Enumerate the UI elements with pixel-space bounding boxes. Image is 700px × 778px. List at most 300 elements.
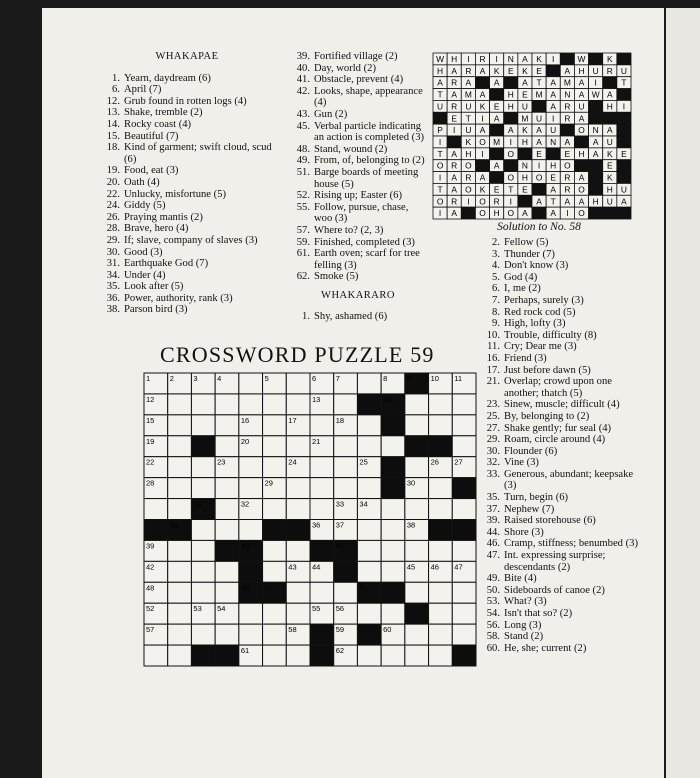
solution-black-cell (589, 183, 603, 195)
clue-text: Looks, shape, appearance (4) (314, 85, 423, 109)
clue-number: 46. (486, 538, 500, 550)
grid-cell[interactable] (263, 457, 287, 478)
grid-cell[interactable] (168, 582, 192, 603)
solution-letter: R (479, 54, 486, 65)
solution-letter: O (507, 172, 515, 183)
solution-letter: A (621, 196, 627, 207)
grid-cell[interactable] (263, 394, 287, 415)
clue-item (288, 237, 428, 249)
grid-cell[interactable] (191, 394, 215, 415)
solution-letter: A (536, 137, 542, 148)
solution-letter: T (536, 77, 542, 88)
solution-letter: O (578, 125, 585, 136)
grid-cell[interactable] (429, 499, 453, 520)
grid-cell[interactable] (286, 436, 310, 457)
clue-text: Food, eat (3) (124, 165, 179, 177)
grid-cell[interactable] (286, 373, 310, 394)
solution-black-cell (490, 148, 504, 160)
solution-letter: H (507, 89, 514, 100)
grid-cell[interactable] (405, 624, 429, 645)
clue-number: 32. (486, 457, 500, 469)
clue-item (478, 307, 644, 319)
clue-text: Sideboards of canoe (2) (504, 584, 605, 596)
clue-item (288, 225, 428, 237)
grid-cell[interactable] (168, 624, 192, 645)
grid-cell[interactable] (215, 582, 239, 603)
grid-cell[interactable] (381, 561, 405, 582)
clue-item (478, 643, 644, 655)
solution-black-cell (589, 100, 603, 112)
grid-cell[interactable] (452, 624, 476, 645)
next-page-edge (666, 8, 700, 778)
solution-letter: A (550, 208, 557, 219)
grid-cell[interactable] (263, 645, 287, 666)
clue-text: Under (4) (124, 269, 166, 281)
clue-item (478, 469, 644, 492)
cell-number: 12 (146, 394, 155, 404)
grid-cell[interactable] (381, 603, 405, 624)
grid-cell[interactable] (381, 436, 405, 457)
grid-cell[interactable] (263, 624, 287, 645)
grid-cell[interactable] (405, 645, 429, 666)
grid-cell[interactable] (263, 499, 287, 520)
cell-number: 11 (454, 374, 463, 383)
grid-cell[interactable] (381, 520, 405, 541)
grid-cell[interactable] (357, 561, 381, 582)
clue-item (98, 107, 276, 119)
grid-cell[interactable] (381, 540, 405, 561)
black-cell (191, 645, 215, 666)
solution-letter: E (564, 148, 571, 159)
solution-letter: U (620, 184, 627, 195)
black-cell (452, 520, 476, 541)
cell-number: 25 (359, 457, 368, 467)
grid-cell[interactable] (215, 394, 239, 415)
solution-grid (432, 52, 632, 220)
grid-cell[interactable] (381, 499, 405, 520)
solution-black-cell (490, 124, 504, 136)
solution-letter: W (577, 54, 586, 65)
grid-cell[interactable] (405, 457, 429, 478)
clue-text: Shy, ashamed (6) (314, 311, 388, 323)
solution-black-cell (617, 124, 631, 136)
grid-cell[interactable] (381, 645, 405, 666)
grid-cell[interactable] (429, 478, 453, 499)
clue-text: Beautiful (7) (124, 130, 179, 142)
clue-number: 2. (492, 237, 500, 248)
clue-text: Grub found in rotten logs (4) (124, 95, 247, 107)
grid-cell[interactable] (263, 603, 287, 624)
clue-number: 24. (106, 200, 120, 212)
grid-cell[interactable] (310, 457, 334, 478)
grid-cell[interactable] (334, 582, 358, 603)
grid-cell[interactable] (357, 540, 381, 561)
grid-cell[interactable] (263, 561, 287, 582)
solution-letter: T (508, 184, 514, 195)
solution-letter: A (451, 208, 458, 219)
grid-cell[interactable] (405, 499, 429, 520)
cell-number: 20 (240, 436, 250, 446)
clue-text: Finished, completed (3) (314, 236, 415, 248)
clue-item (98, 96, 276, 108)
solution-letter: A (550, 184, 557, 195)
cell-number: 38 (406, 520, 416, 530)
solution-letter: O (507, 148, 515, 159)
cell-number: 19 (146, 436, 155, 446)
grid-cell[interactable] (452, 436, 476, 457)
grid-cell[interactable] (191, 540, 215, 561)
clue-item (478, 515, 644, 527)
solution-letter: N (592, 125, 599, 136)
cell-number: 56 (335, 604, 345, 614)
clue-number: 33. (486, 468, 500, 480)
grid-cell[interactable] (452, 540, 476, 561)
solution-letter: I (552, 113, 555, 124)
clue-text: Giddy (5) (124, 200, 166, 212)
black-cell (381, 582, 405, 603)
grid-cell[interactable] (239, 624, 263, 645)
solution-letter: T (437, 148, 443, 159)
grid-cell[interactable] (191, 561, 215, 582)
grid-cell[interactable] (357, 415, 381, 436)
grid-cell[interactable] (168, 457, 192, 478)
grid-cell[interactable] (168, 540, 192, 561)
grid-cell[interactable] (191, 582, 215, 603)
clue-text: If; slave, company of slaves (3) (124, 234, 258, 246)
solution-black-cell (589, 207, 603, 219)
grid-cell[interactable] (215, 436, 239, 457)
solution-letter: I (537, 160, 541, 171)
clue-text: Stand (2) (504, 631, 544, 643)
grid-cell[interactable] (215, 561, 239, 582)
grid-cell[interactable] (215, 520, 239, 541)
clue-item (478, 550, 644, 573)
clue-number: 52. (296, 190, 310, 202)
grid-cell[interactable] (168, 499, 192, 520)
solution-letter: T (621, 77, 627, 88)
grid-cell[interactable] (357, 520, 381, 541)
solution-letter: R (564, 172, 571, 183)
black-cell (310, 645, 334, 666)
cell-number: 50 (264, 583, 273, 593)
grid-cell[interactable] (429, 540, 453, 561)
clue-number: 20. (106, 176, 120, 188)
clue-number: 28. (106, 223, 120, 235)
clue-item (288, 51, 428, 63)
clue-number: 36. (106, 292, 120, 304)
clue-number: 48. (296, 143, 310, 155)
grid-cell[interactable] (191, 478, 215, 499)
cell-number: 31 (193, 499, 202, 509)
solution-letter: P (437, 125, 443, 136)
clue-item (478, 353, 644, 365)
clue-text: Brave, hero (4) (124, 223, 189, 235)
clue-item (288, 167, 428, 190)
clue-number: 11. (487, 341, 500, 353)
grid-cell[interactable] (429, 394, 453, 415)
grid-cell[interactable] (429, 582, 453, 603)
grid-cell[interactable] (239, 603, 263, 624)
clue-item (288, 311, 428, 323)
solution-letter: A (578, 113, 585, 124)
solution-letter: A (578, 77, 585, 88)
clue-item (288, 63, 428, 75)
clue-number: 50. (486, 584, 500, 596)
solution-letter: W (436, 54, 445, 65)
solution-letter: H (606, 101, 613, 112)
solution-letter: R (465, 172, 472, 183)
solution-letter: T (437, 89, 443, 100)
grid-cell[interactable] (429, 603, 453, 624)
clue-item (478, 608, 644, 620)
clue-number: 13. (106, 107, 120, 119)
grid-cell[interactable] (286, 645, 310, 666)
solution-letter: H (493, 208, 500, 219)
grid-cell[interactable] (452, 603, 476, 624)
grid-cell[interactable] (405, 415, 429, 436)
grid-cell[interactable] (334, 394, 358, 415)
solution-letter: I (552, 54, 555, 65)
solution-black-cell (546, 65, 560, 77)
solution-letter: A (564, 65, 571, 76)
clue-number: 55. (296, 201, 310, 213)
solution-letter: I (566, 208, 569, 219)
clue-text: Vine (3) (504, 457, 539, 469)
grid-cell[interactable] (429, 645, 453, 666)
grid-cell[interactable] (215, 624, 239, 645)
clue-item (478, 446, 644, 458)
solution-black-cell (617, 136, 631, 148)
solution-letter: E (493, 184, 500, 195)
solution-black-cell (475, 77, 489, 89)
grid-cell[interactable] (286, 603, 310, 624)
solution-letter: A (507, 125, 514, 136)
grid-cell[interactable] (191, 457, 215, 478)
grid-cell[interactable] (310, 415, 334, 436)
grid-cell[interactable] (144, 499, 168, 520)
grid-cell[interactable] (429, 415, 453, 436)
clue-number: 19. (106, 165, 120, 177)
grid-cell[interactable] (263, 436, 287, 457)
grid-cell[interactable] (286, 394, 310, 415)
grid-cell[interactable] (286, 478, 310, 499)
cell-number: 58 (288, 625, 297, 635)
solution-letter: H (521, 137, 528, 148)
cell-number: 59 (335, 625, 345, 635)
clue-text: Praying mantis (2) (124, 211, 203, 223)
grid-cell[interactable] (310, 582, 334, 603)
solution-black-cell (461, 207, 475, 219)
clue-text: Follow, pursue, chase, woo (3) (314, 201, 409, 225)
solution-letter: A (479, 172, 486, 183)
grid-cell[interactable] (168, 645, 192, 666)
solution-letter: E (536, 65, 542, 76)
black-cell (357, 624, 381, 645)
clue-item (98, 119, 276, 131)
black-cell (381, 457, 405, 478)
grid-cell[interactable] (452, 415, 476, 436)
solution-letter: M (563, 77, 571, 88)
clue-number: 14. (106, 118, 120, 130)
clue-text: Smoke (5) (314, 271, 359, 283)
grid-cell[interactable] (215, 478, 239, 499)
solution-letter: R (606, 65, 613, 76)
clue-number: 29. (106, 234, 120, 246)
solution-letter: O (436, 160, 444, 171)
solution-letter: E (451, 113, 458, 124)
grid-cell[interactable] (334, 436, 358, 457)
clue-number: 21. (486, 376, 500, 388)
cell-number: 55 (312, 604, 321, 614)
grid-cell[interactable] (405, 582, 429, 603)
grid-cell[interactable] (357, 603, 381, 624)
solution-letter: R (564, 101, 571, 112)
solution-letter: A (451, 172, 458, 183)
solution-letter: O (479, 137, 486, 148)
solution-letter: U (550, 125, 557, 136)
grid-cell[interactable] (168, 478, 192, 499)
clue-item (288, 190, 428, 202)
solution-letter: A (479, 65, 486, 76)
solution-letter: A (536, 196, 542, 207)
clue-number: 9. (492, 318, 500, 330)
solution-black-cell (532, 207, 546, 219)
grid-cell[interactable] (239, 478, 263, 499)
solution-letter: H (550, 160, 557, 171)
cell-number: 40 (240, 541, 250, 551)
grid-cell[interactable] (215, 415, 239, 436)
grid-cell[interactable] (405, 394, 429, 415)
clue-text: Turn, begin (6) (504, 492, 569, 504)
clue-text: Long (3) (504, 619, 542, 631)
grid-cell[interactable] (191, 415, 215, 436)
grid-cell[interactable] (168, 561, 192, 582)
grid-cell[interactable] (357, 645, 381, 666)
clue-number: 49. (486, 573, 500, 585)
solution-letter: R (493, 196, 500, 207)
clue-number: 4. (492, 260, 500, 272)
clue-item (98, 258, 276, 270)
grid-cell[interactable] (357, 436, 381, 457)
clue-text: Bite (4) (504, 573, 537, 585)
clue-item (98, 131, 276, 143)
clue-item (478, 620, 644, 632)
solution-black-cell (617, 112, 631, 124)
grid-cell[interactable] (239, 373, 263, 394)
clue-item (478, 330, 644, 342)
clue-text: Just before dawn (5) (504, 364, 591, 376)
solution-black-cell (617, 172, 631, 184)
cell-number: 24 (288, 457, 297, 467)
solution-letter: A (451, 184, 458, 195)
black-cell (215, 645, 239, 666)
grid-cell[interactable] (144, 645, 168, 666)
cell-number: 39 (146, 541, 155, 551)
grid-cell[interactable] (168, 415, 192, 436)
solution-letter: O (465, 184, 472, 195)
solution-letter: H (606, 184, 613, 195)
solution-letter: A (451, 89, 458, 100)
clue-number: 41. (296, 74, 310, 86)
solution-black-cell (589, 172, 603, 184)
clue-item (478, 341, 644, 353)
cell-number: 28 (146, 478, 155, 488)
black-cell (215, 540, 239, 561)
grid-cell[interactable] (215, 499, 239, 520)
solution-letter: M (521, 113, 529, 124)
grid-cell[interactable] (286, 499, 310, 520)
clue-item (478, 527, 644, 539)
grid-cell[interactable] (452, 499, 476, 520)
grid-cell[interactable] (357, 478, 381, 499)
solution-letter: K (479, 101, 486, 112)
grid-cell[interactable] (263, 415, 287, 436)
grid-cell[interactable] (357, 373, 381, 394)
solution-black-cell (518, 195, 532, 207)
grid-cell[interactable] (168, 394, 192, 415)
clue-number: 51. (296, 166, 310, 178)
grid-cell[interactable] (429, 624, 453, 645)
grid-cell[interactable] (334, 457, 358, 478)
solution-letter: A (606, 125, 613, 136)
grid-cell[interactable] (239, 457, 263, 478)
grid-cell[interactable] (310, 478, 334, 499)
solution-letter: A (479, 125, 486, 136)
solution-letter: U (521, 101, 528, 112)
grid-cell[interactable] (239, 520, 263, 541)
clue-number: 38. (106, 304, 120, 316)
grid-cell[interactable] (263, 540, 287, 561)
clue-item (98, 293, 276, 305)
clue-number: 54. (486, 608, 500, 619)
cell-number: 15 (146, 415, 155, 425)
solution-black-cell (617, 207, 631, 219)
cell-number: 57 (146, 625, 155, 635)
clue-text: Generous, abundant; keepsake (3) (504, 468, 634, 492)
grid-cell[interactable] (405, 540, 429, 561)
clue-text: Where to? (2, 3) (314, 224, 384, 236)
solution-caption: Solution to No. 58 (497, 221, 581, 233)
cell-number: 30 (406, 478, 416, 488)
clue-item (478, 423, 644, 435)
grid-cell[interactable] (168, 436, 192, 457)
clue-text: Red rock cod (5) (504, 306, 576, 318)
grid-cell[interactable] (286, 582, 310, 603)
grid-cell[interactable] (452, 582, 476, 603)
grid-cell[interactable] (452, 394, 476, 415)
solution-letter: K (522, 125, 528, 136)
grid-cell[interactable] (168, 603, 192, 624)
solution-letter: K (536, 54, 542, 65)
clue-number: 7. (492, 294, 500, 306)
solution-letter: A (522, 208, 528, 219)
clue-text: Shake, tremble (2) (124, 107, 203, 119)
cell-number: 13 (312, 394, 321, 404)
grid-cell[interactable] (191, 624, 215, 645)
clue-number: 62. (296, 271, 310, 283)
grid-cell[interactable] (310, 499, 334, 520)
solution-letter: H (592, 196, 599, 207)
clue-number: 8. (492, 306, 500, 318)
clue-number: 30. (486, 445, 500, 457)
grid-cell[interactable] (191, 520, 215, 541)
solution-letter: A (465, 77, 472, 88)
grid-cell[interactable] (239, 394, 263, 415)
grid-cell[interactable] (286, 540, 310, 561)
grid-cell[interactable] (334, 478, 358, 499)
solution-black-cell (504, 77, 518, 89)
clue-text: Fellow (5) (504, 237, 549, 248)
